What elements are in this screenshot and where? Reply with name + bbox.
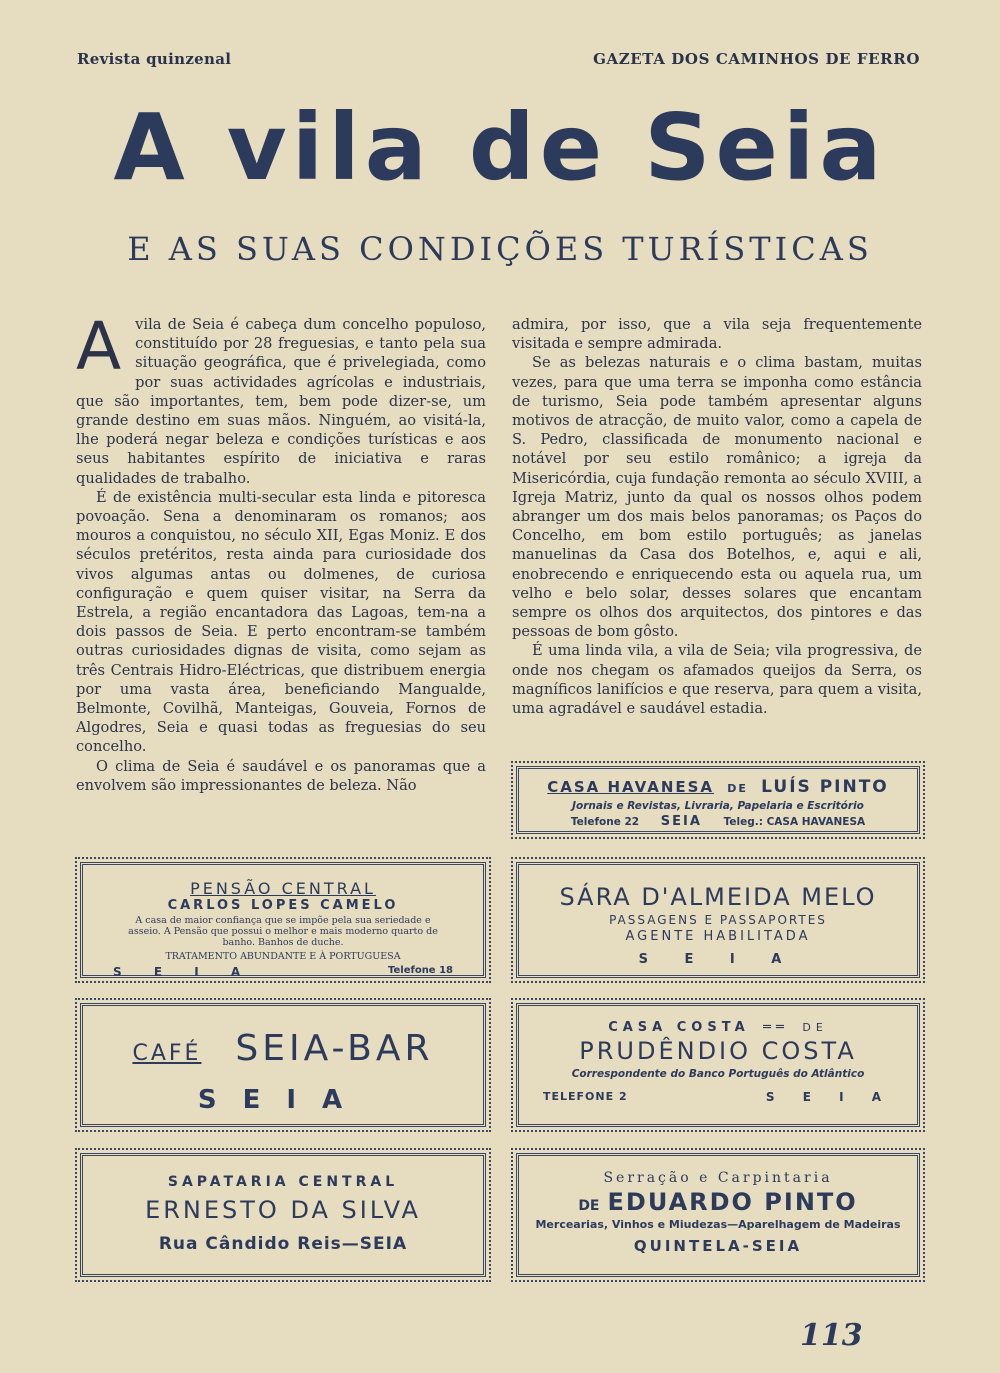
page-number: 113 (800, 1318, 863, 1353)
ad-line: A casa de maior confiança que se impõe pela sua seriedade e asseio. A Pensão que possui o melhor e mais moderno quarto de banho. Banhos de duche. (128, 915, 438, 948)
ad-line: CARLOS LOPES CAMELO (167, 898, 399, 913)
ad-line: S E I A (638, 952, 798, 967)
ad-line: CASA COSTA (608, 1020, 750, 1035)
ad-line: CASA HAVANESA (547, 778, 715, 796)
ad-line: SEIA (660, 814, 702, 829)
ad-line: SEIA-BAR (235, 1028, 434, 1069)
ad-sapataria-central (80, 1153, 486, 1277)
article-subtitle: E AS SUAS CONDIÇÕES TURÍSTICAS (127, 230, 873, 268)
ad-line: Correspondente do Banco Português do Atlântico (571, 1068, 865, 1080)
paragraph: Se as belezas naturais e o clima bastam, muitas vezes, para que uma terra se imponha como estância de turismo, Seia pode também apresentar alguns motivos de atracção, de muito valor, como a capela de S. Pedro, classificada de monumento nacional e notável por seu estilo românico; a igreja da Misericórdia, cuja fundação remonta ao século XVIII, a Igreja Matriz, junto da qual os nossos olhos podem abranger um dos mais belos panoramas; os Paços do Concelho, em bom estilo português; as janelas manuelinas da Casa dos Botelhos, e, aqui e ali, enobrecendo e enriquecendo esta ou aquela rua, um velho e belo solar, desses solares que encantam sempre os olhos dos arquitectos, dos pintores e das pessoas de bom gôsto. (512, 354, 922, 641)
ad-line: Telefone 22 (570, 816, 640, 828)
ad-line: PRUDÊNDIO COSTA (579, 1037, 857, 1065)
ad-line: LUÍS PINTO (761, 777, 889, 797)
article-column-2 (512, 315, 922, 718)
ad-line: S E I A (113, 965, 255, 979)
ad-pensao-central (80, 862, 486, 978)
ad-line: Rua Cândido Reis—SEIA (158, 1234, 408, 1254)
ad-line: DE (727, 782, 748, 795)
ad-line: ERNESTO DA SILVA (145, 1196, 421, 1224)
ad-line: Teleg.: CASA HAVANESA (723, 816, 866, 828)
ad-casa-costa: CASA COSTA ══ DE PRUDÊNDIO COSTA Correspondente do Banco Português do Atlântico TELEFONE 2 S E I A (516, 1003, 920, 1127)
ad-sara-dalmeida-melo (516, 862, 920, 978)
ad-line: QUINTELA-SEIA (633, 1237, 803, 1255)
ad-line: SÁRA D'ALMEIDA MELO (559, 883, 877, 911)
ad-line: S E I A (765, 1090, 893, 1104)
ad-line: TELEFONE 2 (543, 1090, 628, 1103)
ad-line: EDUARDO PINTO (607, 1188, 858, 1216)
article-title: A vila de Seia (113, 94, 887, 201)
ad-line: DE (578, 1198, 600, 1214)
ad-line: Telefone 18 (387, 965, 453, 976)
ad-line: Mercearias, Vinhos e Miudezas—Aparelhagem de Madeiras (535, 1218, 901, 1231)
paragraph: É de existência multi-secular esta linda e pitoresca povoação. Sena a denominaram os romanos; aos mouros a conquistou, no século XII, Egas Moniz. E dos séculos pretéritos, resta ainda para curiosidade dos vivos algumas antas ou dolmenes, de curiosa configuração e quem quiser visitar, na Serra da Estrela, a região encantadora das Lagoas, tem-na a dois passos de Seia. E perto encontram-se também outras curiosidades dignas de visita, como sejam as três Centrais Hidro-Eléctricas, que distribuem energia por uma vasta área, beneficiando Mangualde, Belmonte, Covilhã, Manteigas, Gouveia, Fornos de Algodres, Seia e quasi todas as freguesias do seu concelho. (76, 488, 486, 756)
paragraph: Avila de Seia é cabeça dum concelho populoso, constituído por 28 freguesias, e tanto pela sua situação geográfica, que é privelegiada, como por suas actividades agrícolas e industriais, que são importantes, tem, bem pode dizer-se, um grande destino em suas mãos. Ninguém, ao visitá-la, lhe poderá negar beleza e condições turísticas e aos seus habitantes espírito de iniciativa e raras qualidades de trabalho. (76, 308, 486, 487)
ad-line: TRATAMENTO ABUNDANTE E À PORTUGUESA (165, 951, 401, 962)
paragraph: O clima de Seia é saudável e os panoramas que a envolvem são impressionantes de beleza. Não (76, 757, 486, 794)
ad-line: Jornais e Revistas, Livraria, Papelaria e Escritório (572, 800, 864, 812)
ad-cafe-seia-bar (80, 1003, 486, 1127)
ad-line: SEIA (197, 1085, 369, 1115)
ad-line: Serração e Carpintaria (603, 1170, 833, 1186)
article-column-1 (76, 308, 486, 795)
ad-line: PASSAGENS E PASSAPORTES (609, 913, 827, 927)
drop-cap: A (76, 308, 122, 385)
paragraph: É uma linda vila, a vila de Seia; vila progressiva, de onde nos chegam os afamados queijos da Serra, os magníficos lanifícios e que reserva, para quem a visita, uma agradável e saudável estadia. (512, 642, 922, 718)
ad-serracao-carpintaria (516, 1153, 920, 1277)
ad-casa-havanesa (516, 766, 920, 834)
running-header-left: Revista quinzenal (77, 50, 232, 68)
ad-line: DE (802, 1021, 828, 1034)
ad-line: PENSÃO CENTRAL (190, 879, 376, 898)
ad-line: CAFÉ (132, 1041, 202, 1066)
running-header-right: GAZETA DOS CAMINHOS DE FERRO (593, 50, 920, 68)
ad-line: AGENTE HABILITADA (625, 929, 811, 944)
paragraph: admira, por isso, que a vila seja frequentemente visitada e sempre admirada. (512, 316, 922, 353)
ad-line: SAPATARIA CENTRAL (167, 1174, 399, 1190)
